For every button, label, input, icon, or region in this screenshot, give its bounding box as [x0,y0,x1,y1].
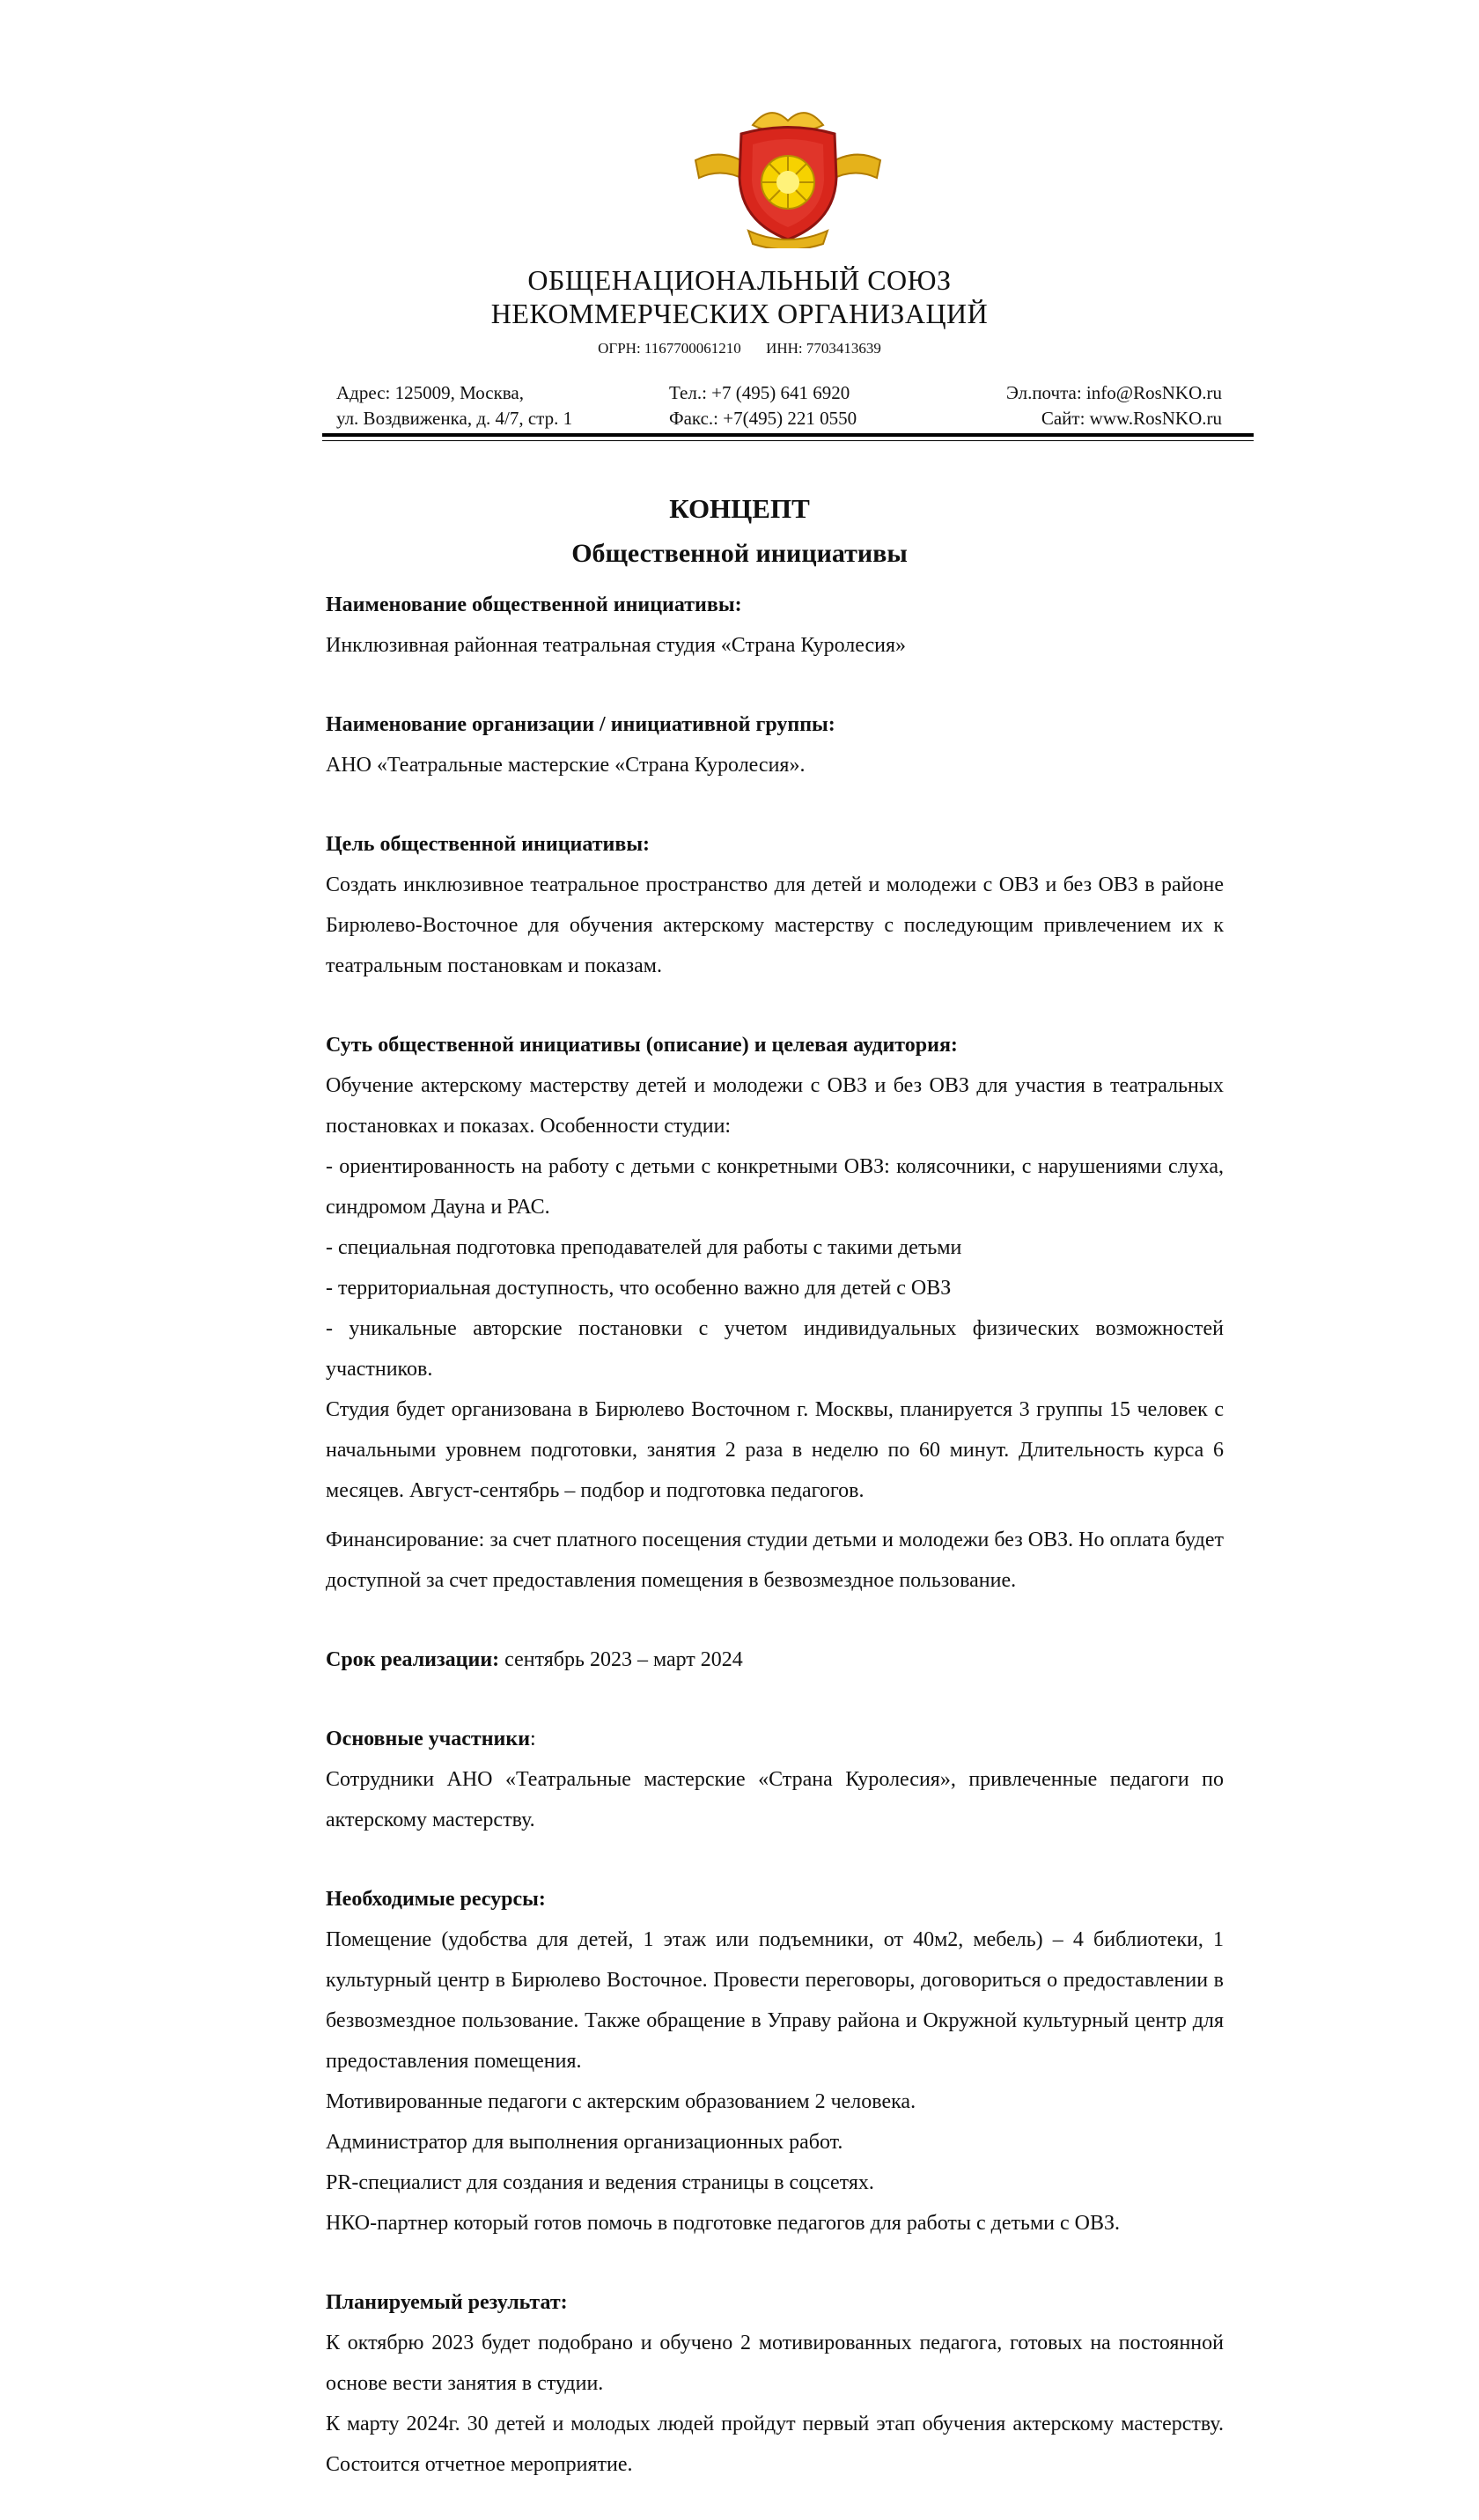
essence-bullet: - ориентированность на работу с детьми с конкретными ОВЗ: колясочники, с нарушениями слуха, синдромом Дауна и РАС. [326,1155,1224,1219]
website: Сайт: www.RosNKO.ru [1041,408,1222,429]
header-divider-thick [322,433,1254,437]
section-heading-resources: Необходимые ресурсы: [326,1888,546,1911]
document-title: КОНЦЕПТ [669,493,810,524]
result-paragraph: К октябрю 2023 будет подобрано и обучено 2 мотивированных педагога, готовых на постоянной основе вести занятия в студии. [326,2332,1224,2395]
implementation-period [326,1639,1224,1680]
result-paragraph: К марту 2024г. 30 детей и молодых людей пройдут первый этап обучения актерскому мастерству. Состоится отчетное мероприятие. [326,2413,1224,2476]
phone: Тел.: +7 (495) 641 6920 [669,382,850,403]
web-block [907,380,1222,431]
address-line1: Адрес: 125009, Москва, [336,382,525,403]
document-subtitle: Общественной инициативы [571,539,908,568]
phone-block [669,380,857,431]
section-heading-goal: Цель общественной инициативы: [326,833,651,856]
address-block [336,380,572,431]
org-name-line1: ОБЩЕНАЦИОНАЛЬНЫЙ СОЮЗ [527,264,952,296]
participants-text: Сотрудники АНО «Театральные мастерские «Страна Куролесия», привлеченные педагоги по актерскому мастерству. [326,1768,1224,1831]
fax: Факс.: +7(495) 221 0550 [669,408,857,429]
section-heading-organization: Наименование организации / инициативной группы: [326,713,835,736]
essence-paragraph: Студия будет организована в Бирюлево Восточном г. Москвы, планируется 3 группы 15 человек с начальными уровнем подготовки, занятия 2 раза в неделю по 60 минут. Длительность курса 6 месяцев. Август-сентябрь – подбор и подготовка педагогов. [326,1398,1224,1502]
section-heading-initiative-name: Наименование общественной инициативы: [326,593,742,616]
resources-paragraph: Помещение (удобства для детей, 1 этаж или подъемники, от 40м2, мебель) – 4 библиотеки, 1 культурный центр в Бирюлево Восточное. Провести переговоры, договориться о предоставлении в безвозмездное пользование. Также обращение в Управу района и Окружной культурный центр для предоставления помещения. [326,1928,1224,2073]
essence-bullet: - уникальные авторские постановки с учетом индивидуальных физических возможностей участников. [326,1317,1224,1381]
document-body [326,585,1224,2485]
initiative-name: Инклюзивная районная театральная студия «Страна Куролесия» [326,634,907,657]
resources-item: НКО-партнер который готов помочь в подготовке педагогов для работы с детьми с ОВЗ. [326,2212,1120,2235]
registration-numbers [0,340,1479,357]
section-heading-participants: Основные участники: [326,1728,536,1750]
union-coat-of-arms-icon [687,99,889,248]
inn: ИНН: 7703413639 [766,340,881,357]
essence-paragraph: Обучение актерскому мастерству детей и молодежи с ОВЗ и без ОВЗ для участия в театральных постановках и показах. Особенности студии: [326,1074,1224,1138]
financing-paragraph: Финансирование: за счет платного посещения студии детьми и молодежи без ОВЗ. Но оплата будет доступной за счет предоставления помещения в безвозмездное пользование. [326,1529,1224,1592]
resources-item: Мотивированные педагоги с актерским образованием 2 человека. [326,2090,916,2113]
organization-name: АНО «Театральные мастерские «Страна Куролесия». [326,754,806,777]
section-heading-essence: Суть общественной инициативы (описание) и целевая аудитория: [326,1034,958,1057]
org-name-line2: НЕКОММЕРЧЕСКИХ ОРГАНИЗАЦИЙ [490,298,989,329]
period-label: Срок реализации: [326,1648,500,1671]
resources-item: PR-специалист для создания и ведения страницы в соцсетях. [326,2171,874,2194]
essence-bullet: - территориальная доступность, что особенно важно для детей с ОВЗ [326,1277,952,1300]
goal-text: Создать инклюзивное театральное пространство для детей и молодежи с ОВЗ и без ОВЗ в районе Бирюлево-Восточное для обучения актерскому мастерству с последующим привлечением их к театральным постановкам и показам. [326,873,1224,977]
address-line2: ул. Воздвиженка, д. 4/7, стр. 1 [336,408,573,429]
resources-item: Администратор для выполнения организационных работ. [326,2131,843,2154]
header-divider-thin [322,440,1254,441]
essence-bullet: - специальная подготовка преподавателей для работы с такими детьми [326,1236,962,1259]
ogrn: ОГРН: 1167700061210 [598,340,741,357]
section-heading-result: Планируемый результат: [326,2291,568,2314]
period-value: сентябрь 2023 – март 2024 [499,1648,743,1671]
email: Эл.почта: info@RosNKO.ru [1006,382,1222,403]
